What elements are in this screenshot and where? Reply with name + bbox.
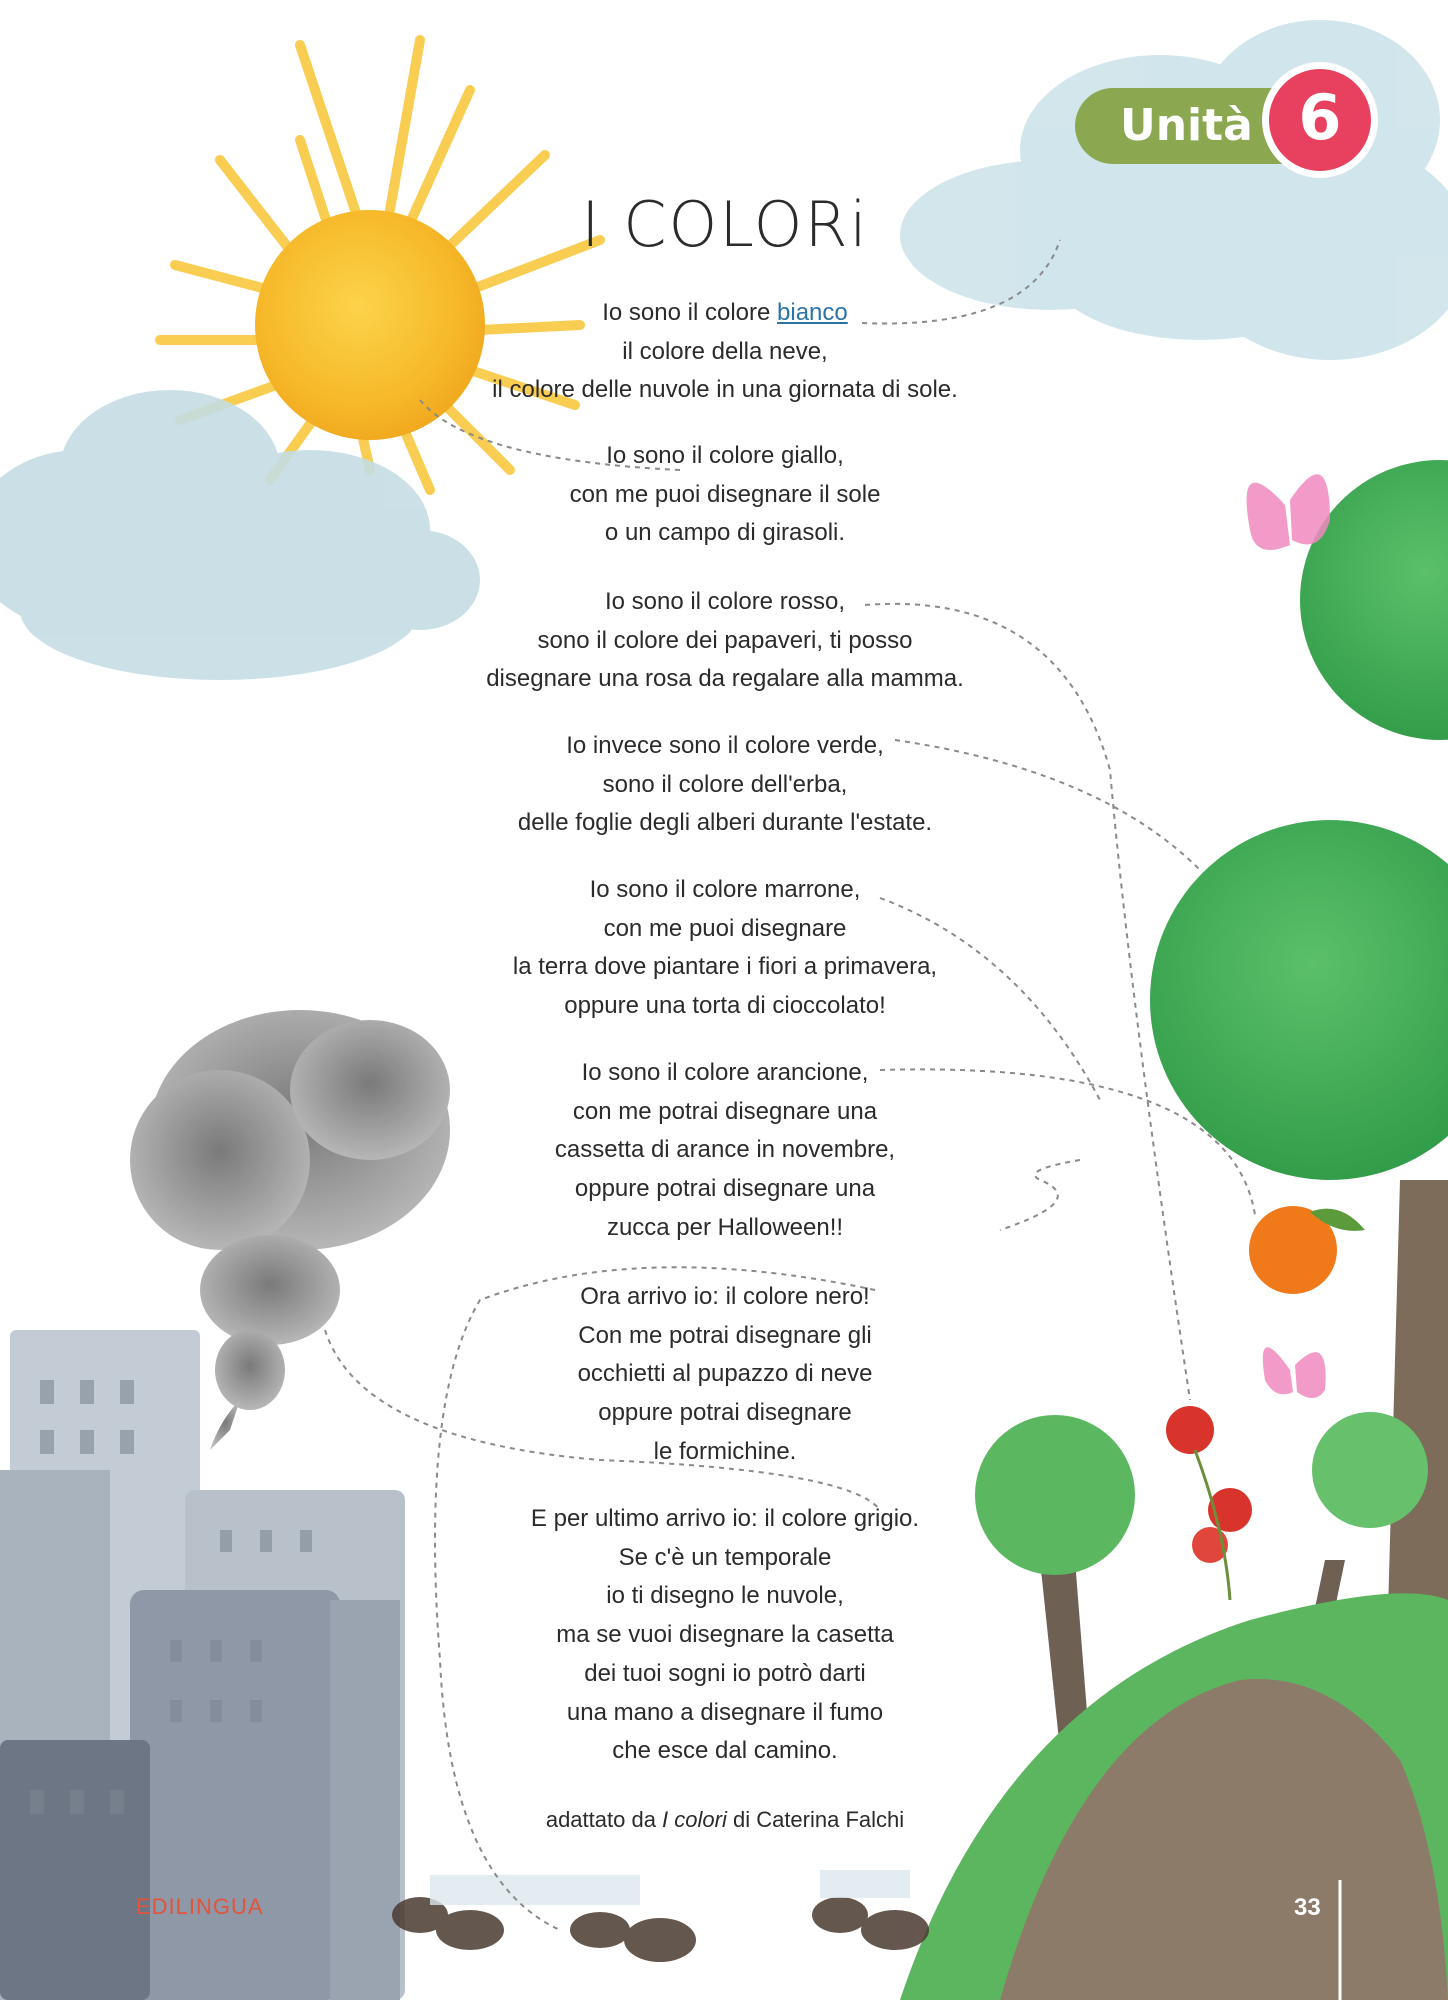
page-number: 33: [1294, 1894, 1321, 1921]
stanza-rosso: [420, 583, 1030, 699]
poem-line: disegnare una rosa da regalare alla mamma.: [486, 665, 964, 693]
poem-line: Io sono il colore rosso,: [604, 588, 846, 615]
poem-line: con me puoi disegnare: [603, 914, 847, 942]
poem-line: cassetta di arance in novembre,: [554, 1136, 896, 1164]
glossary-word-bianco[interactable]: bianco: [777, 299, 848, 326]
poem-line: il colore della neve,: [622, 337, 828, 365]
poem-line: Con me potrai disegnare gli: [578, 1321, 872, 1349]
poem-line: che esce dal camino.: [612, 1737, 838, 1765]
poem-line: una mano a disegnare il fumo: [566, 1698, 884, 1726]
poem-line: o un campo di girasoli.: [604, 519, 846, 547]
ants-illustration: [392, 1870, 929, 1962]
poem-line: con me potrai disegnare una: [572, 1097, 878, 1125]
poem-line: delle foglie degli alberi durante l'estate.: [517, 809, 933, 837]
poem-line: zucca per Halloween!!: [606, 1213, 844, 1241]
poem-line: dei tuoi sogni io potrò darti: [584, 1659, 866, 1687]
poem-line: Ora arrivo io: il colore nero!: [580, 1283, 870, 1310]
poem-line: occhietti al pupazzo di neve: [577, 1360, 873, 1388]
poem-line: ma se vuoi disegnare la casetta: [556, 1621, 894, 1649]
unit-number: 6: [1298, 81, 1342, 154]
poem-line: il colore delle nuvole in una giornata di sole.: [492, 376, 958, 404]
poem-line: Io sono il colore marrone,: [589, 876, 861, 903]
poem-line: Io sono il colore bianco: [602, 299, 848, 326]
stanza-giallo: [420, 437, 1030, 553]
orange-illustration: [1249, 1206, 1365, 1294]
poem-line: sono il colore dei papaveri, ti posso: [537, 626, 913, 654]
stanza-grigio: [420, 1500, 1030, 1771]
poem-line: le formichine.: [653, 1437, 797, 1465]
poem-line: oppure una torta di cioccolato!: [564, 992, 886, 1020]
poem-title: I COLORi: [581, 188, 869, 261]
poem-line: Io invece sono il colore verde,: [566, 732, 884, 759]
publisher-logo: EDILINGUA: [136, 1894, 264, 1919]
butterfly-bottom: [1263, 1347, 1326, 1398]
poem-line: sono il colore dell'erba,: [602, 770, 848, 798]
poem-line: Io sono il colore arancione,: [581, 1059, 869, 1086]
stanza-arancione: [420, 1054, 1030, 1248]
poem-line: Io sono il colore giallo,: [606, 442, 844, 469]
poem-line: Se c'è un temporale: [618, 1543, 832, 1571]
poem-line: E per ultimo arrivo io: il colore grigio.: [530, 1505, 920, 1532]
poem-line: con me puoi disegnare il sole: [569, 480, 881, 508]
unit-label: Unità: [1120, 100, 1253, 151]
stanza-bianco: [420, 294, 1030, 410]
stanza-nero: [420, 1278, 1030, 1472]
poem-line: io ti disegno le nuvole,: [606, 1582, 844, 1610]
source-credit: adattato da I colori di Caterina Falchi: [545, 1807, 905, 1832]
stanza-verde: [420, 727, 1030, 843]
source-work-title: I colori: [662, 1807, 727, 1832]
butterfly-top: [1247, 474, 1330, 550]
poem-line: oppure potrai disegnare una: [574, 1175, 876, 1203]
poppies-illustration: [1166, 1406, 1252, 1600]
poem-line: la terra dove piantare i fiori a primavera,: [512, 953, 938, 981]
stanza-marrone: [420, 871, 1030, 1026]
poem-line: oppure potrai disegnare: [598, 1399, 852, 1427]
